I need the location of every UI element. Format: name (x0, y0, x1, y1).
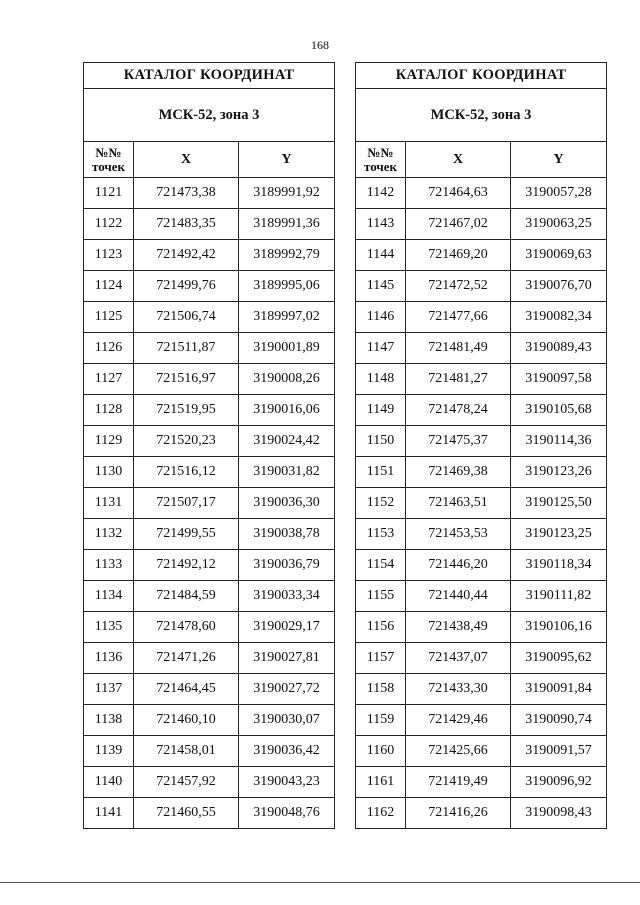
x-coordinate-cell: 721453,53 (406, 519, 511, 550)
x-coordinate-cell: 721516,12 (134, 457, 239, 488)
table-row (356, 798, 607, 829)
table-row (84, 364, 335, 395)
y-coordinate-cell: 3190027,81 (239, 643, 335, 674)
table-row (356, 767, 607, 798)
y-coordinate-cell: 3190123,26 (511, 457, 607, 488)
y-coordinate-cell: 3190016,06 (239, 395, 335, 426)
y-coordinate-cell: 3190106,16 (511, 612, 607, 643)
point-number-cell: 1150 (356, 426, 406, 457)
x-coordinate-cell: 721457,92 (134, 767, 239, 798)
y-coordinate-cell: 3190082,34 (511, 302, 607, 333)
y-coordinate-cell: 3190027,72 (239, 674, 335, 705)
catalog-title: КАТАЛОГ КООРДИНАТ (84, 63, 335, 89)
x-coordinate-cell: 721469,38 (406, 457, 511, 488)
y-column-header: Y (511, 142, 607, 178)
x-coordinate-cell: 721464,63 (406, 178, 511, 209)
x-column-header: X (134, 142, 239, 178)
x-coordinate-cell: 721511,87 (134, 333, 239, 364)
table-row (84, 767, 335, 798)
point-number-cell: 1137 (84, 674, 134, 705)
y-coordinate-cell: 3190036,30 (239, 488, 335, 519)
y-coordinate-cell: 3190001,89 (239, 333, 335, 364)
y-coordinate-cell: 3189992,79 (239, 240, 335, 271)
y-coordinate-cell: 3190038,78 (239, 519, 335, 550)
y-coordinate-cell: 3190048,76 (239, 798, 335, 829)
y-coordinate-cell: 3190043,23 (239, 767, 335, 798)
y-coordinate-cell: 3190114,36 (511, 426, 607, 457)
y-coordinate-cell: 3189997,02 (239, 302, 335, 333)
point-number-cell: 1121 (84, 178, 134, 209)
x-coordinate-cell: 721472,52 (406, 271, 511, 302)
table-row (356, 581, 607, 612)
x-coordinate-cell: 721506,74 (134, 302, 239, 333)
table-row (356, 364, 607, 395)
y-coordinate-cell: 3190091,84 (511, 674, 607, 705)
point-number-cell: 1144 (356, 240, 406, 271)
x-coordinate-cell: 721460,10 (134, 705, 239, 736)
point-number-cell: 1147 (356, 333, 406, 364)
coordinate-catalog-right (355, 62, 607, 829)
point-number-cell: 1162 (356, 798, 406, 829)
x-coordinate-cell: 721458,01 (134, 736, 239, 767)
point-number-cell: 1123 (84, 240, 134, 271)
x-coordinate-cell: 721473,38 (134, 178, 239, 209)
coordinate-rows (356, 178, 607, 829)
y-coordinate-cell: 3190111,82 (511, 581, 607, 612)
x-coordinate-cell: 721433,30 (406, 674, 511, 705)
point-number-cell: 1158 (356, 674, 406, 705)
x-coordinate-cell: 721499,76 (134, 271, 239, 302)
y-coordinate-cell: 3189991,36 (239, 209, 335, 240)
table-row (356, 333, 607, 364)
table-row (356, 550, 607, 581)
point-number-cell: 1133 (84, 550, 134, 581)
table-row (356, 302, 607, 333)
table-row (84, 519, 335, 550)
x-coordinate-cell: 721484,59 (134, 581, 239, 612)
x-coordinate-cell: 721463,51 (406, 488, 511, 519)
y-coordinate-cell: 3190029,17 (239, 612, 335, 643)
table-row (84, 581, 335, 612)
coordinate-system-label: МСК-52, зона 3 (84, 89, 335, 142)
point-number-cell: 1128 (84, 395, 134, 426)
x-coordinate-cell: 721478,60 (134, 612, 239, 643)
y-coordinate-cell: 3190057,28 (511, 178, 607, 209)
x-column-header: X (406, 142, 511, 178)
point-number-cell: 1161 (356, 767, 406, 798)
y-coordinate-cell: 3190008,26 (239, 364, 335, 395)
table-row (356, 674, 607, 705)
table-row (84, 426, 335, 457)
table-row (356, 643, 607, 674)
x-coordinate-cell: 721499,55 (134, 519, 239, 550)
x-coordinate-cell: 721519,95 (134, 395, 239, 426)
table-row (84, 736, 335, 767)
x-coordinate-cell: 721416,26 (406, 798, 511, 829)
y-coordinate-cell: 3190063,25 (511, 209, 607, 240)
point-number-header: №№ точек (356, 142, 406, 178)
y-coordinate-cell: 3190091,57 (511, 736, 607, 767)
y-coordinate-cell: 3190036,42 (239, 736, 335, 767)
point-number-cell: 1124 (84, 271, 134, 302)
point-number-header: №№ точек (84, 142, 134, 178)
y-coordinate-cell: 3190030,07 (239, 705, 335, 736)
y-coordinate-cell: 3190096,92 (511, 767, 607, 798)
point-number-cell: 1151 (356, 457, 406, 488)
x-coordinate-cell: 721481,49 (406, 333, 511, 364)
point-number-cell: 1129 (84, 426, 134, 457)
table-row (84, 457, 335, 488)
point-number-cell: 1157 (356, 643, 406, 674)
point-number-cell: 1127 (84, 364, 134, 395)
point-number-cell: 1155 (356, 581, 406, 612)
y-coordinate-cell: 3190123,25 (511, 519, 607, 550)
x-coordinate-cell: 721475,37 (406, 426, 511, 457)
x-coordinate-cell: 721437,07 (406, 643, 511, 674)
page-number: 168 (311, 38, 329, 52)
table-row (356, 209, 607, 240)
x-coordinate-cell: 721419,49 (406, 767, 511, 798)
x-coordinate-cell: 721492,42 (134, 240, 239, 271)
y-coordinate-cell: 3190076,70 (511, 271, 607, 302)
table-row (84, 302, 335, 333)
coordinate-rows (84, 178, 335, 829)
point-number-cell: 1152 (356, 488, 406, 519)
x-coordinate-cell: 721520,23 (134, 426, 239, 457)
x-coordinate-cell: 721483,35 (134, 209, 239, 240)
table-row (84, 240, 335, 271)
y-coordinate-cell: 3190031,82 (239, 457, 335, 488)
point-number-cell: 1149 (356, 395, 406, 426)
point-number-cell: 1139 (84, 736, 134, 767)
y-coordinate-cell: 3190090,74 (511, 705, 607, 736)
table-row (84, 643, 335, 674)
page-bottom-rule (0, 882, 640, 883)
y-coordinate-cell: 3190033,34 (239, 581, 335, 612)
point-number-cell: 1132 (84, 519, 134, 550)
y-coordinate-cell: 3190105,68 (511, 395, 607, 426)
table-row (356, 612, 607, 643)
point-number-cell: 1135 (84, 612, 134, 643)
y-coordinate-cell: 3190069,63 (511, 240, 607, 271)
x-coordinate-cell: 721460,55 (134, 798, 239, 829)
table-row (356, 271, 607, 302)
table-row (356, 395, 607, 426)
x-coordinate-cell: 721481,27 (406, 364, 511, 395)
table-row (84, 395, 335, 426)
x-coordinate-cell: 721446,20 (406, 550, 511, 581)
y-coordinate-cell: 3190098,43 (511, 798, 607, 829)
y-coordinate-cell: 3189995,06 (239, 271, 335, 302)
x-coordinate-cell: 721429,46 (406, 705, 511, 736)
x-coordinate-cell: 721464,45 (134, 674, 239, 705)
table-row (84, 612, 335, 643)
y-column-header: Y (239, 142, 335, 178)
catalog-title: КАТАЛОГ КООРДИНАТ (356, 63, 607, 89)
table-row (84, 705, 335, 736)
point-number-cell: 1153 (356, 519, 406, 550)
x-coordinate-cell: 721492,12 (134, 550, 239, 581)
table-row (356, 240, 607, 271)
x-coordinate-cell: 721438,49 (406, 612, 511, 643)
point-number-cell: 1131 (84, 488, 134, 519)
point-number-cell: 1159 (356, 705, 406, 736)
table-row (84, 333, 335, 364)
point-number-cell: 1142 (356, 178, 406, 209)
x-coordinate-cell: 721478,24 (406, 395, 511, 426)
table-row (84, 209, 335, 240)
point-number-cell: 1148 (356, 364, 406, 395)
point-number-cell: 1125 (84, 302, 134, 333)
coordinate-catalog-left (83, 62, 335, 829)
y-coordinate-cell: 3190097,58 (511, 364, 607, 395)
table-row (356, 488, 607, 519)
table-row (356, 457, 607, 488)
point-number-cell: 1126 (84, 333, 134, 364)
x-coordinate-cell: 721507,17 (134, 488, 239, 519)
point-number-cell: 1143 (356, 209, 406, 240)
x-coordinate-cell: 721471,26 (134, 643, 239, 674)
point-number-cell: 1146 (356, 302, 406, 333)
point-number-cell: 1136 (84, 643, 134, 674)
table-row (356, 426, 607, 457)
table-row (356, 736, 607, 767)
y-coordinate-cell: 3190118,34 (511, 550, 607, 581)
point-number-cell: 1160 (356, 736, 406, 767)
table-row (356, 178, 607, 209)
coordinate-system-label: МСК-52, зона 3 (356, 89, 607, 142)
x-coordinate-cell: 721516,97 (134, 364, 239, 395)
x-coordinate-cell: 721440,44 (406, 581, 511, 612)
point-number-cell: 1122 (84, 209, 134, 240)
y-coordinate-cell: 3190036,79 (239, 550, 335, 581)
y-coordinate-cell: 3190095,62 (511, 643, 607, 674)
x-coordinate-cell: 721467,02 (406, 209, 511, 240)
point-number-cell: 1130 (84, 457, 134, 488)
y-coordinate-cell: 3190089,43 (511, 333, 607, 364)
point-number-cell: 1145 (356, 271, 406, 302)
y-coordinate-cell: 3190125,50 (511, 488, 607, 519)
table-row (84, 488, 335, 519)
point-number-cell: 1141 (84, 798, 134, 829)
x-coordinate-cell: 721469,20 (406, 240, 511, 271)
point-number-cell: 1140 (84, 767, 134, 798)
point-number-cell: 1154 (356, 550, 406, 581)
table-row (356, 705, 607, 736)
x-coordinate-cell: 721477,66 (406, 302, 511, 333)
table-row (84, 178, 335, 209)
point-number-cell: 1138 (84, 705, 134, 736)
y-coordinate-cell: 3189991,92 (239, 178, 335, 209)
y-coordinate-cell: 3190024,42 (239, 426, 335, 457)
table-row (356, 519, 607, 550)
table-row (84, 798, 335, 829)
point-number-cell: 1134 (84, 581, 134, 612)
point-number-cell: 1156 (356, 612, 406, 643)
table-row (84, 550, 335, 581)
table-row (84, 271, 335, 302)
x-coordinate-cell: 721425,66 (406, 736, 511, 767)
table-row (84, 674, 335, 705)
